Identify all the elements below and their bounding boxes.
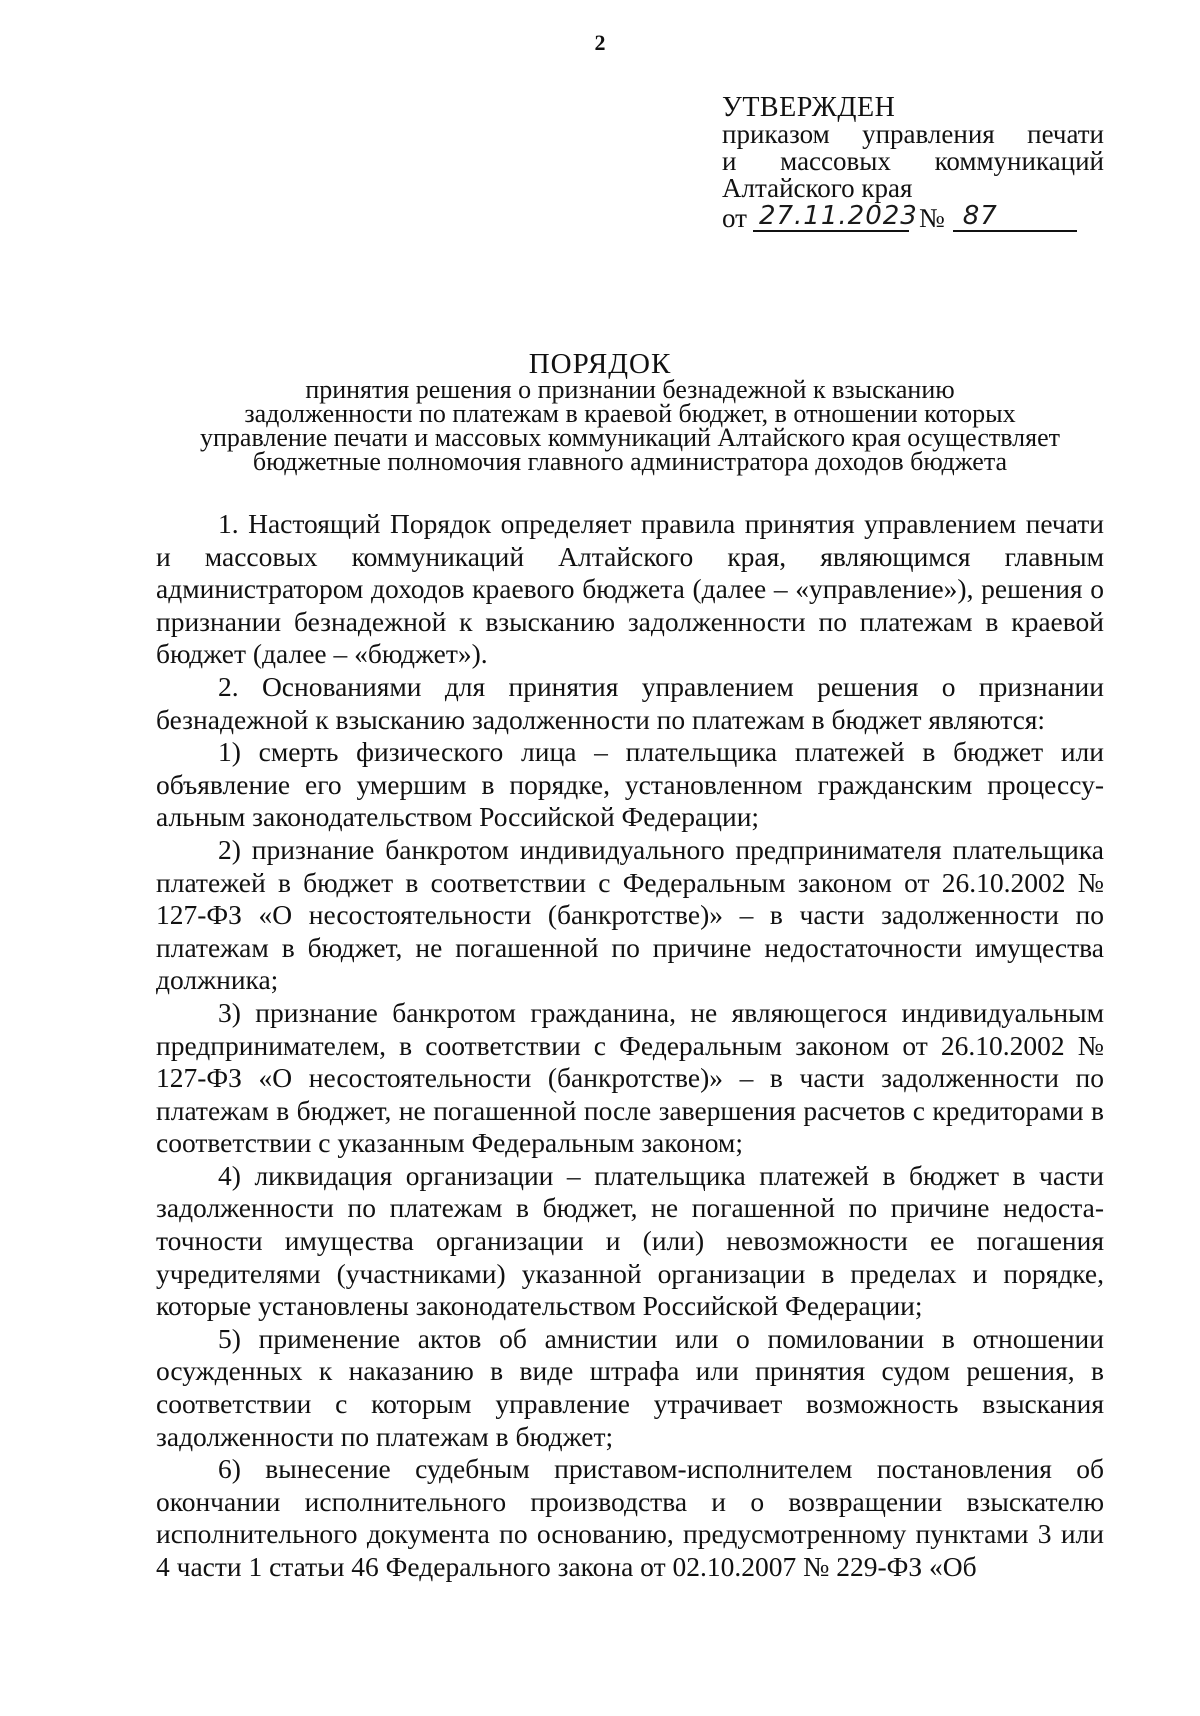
approval-title: УТВЕРЖДЕН	[722, 92, 896, 123]
subitem-4: 4) ликвидация организации – плательщика платежей в бюджет в части задолженности по платежам в бюджет, не погашенной по причине недостаточности имущества организации и (или) невозможности ее погашения учредителями (участниками) указанной организации в пределах и порядке, которые установлены законодательством Российской Федерации;	[156, 1159, 1104, 1322]
date-blank	[753, 201, 918, 232]
approval-line-3: Алтайского края	[722, 173, 913, 203]
number-blank	[953, 202, 1077, 232]
approval-date-row	[722, 202, 1104, 232]
approval-line-1: приказом управления печати	[722, 119, 1104, 149]
handwritten-date: 27.11.2023	[758, 201, 918, 231]
subitem-6: 6) вынесение судебным приставом-исполнителем постановления об окончании исполнительного производства и о возвращении взыскателю исполнительного документа по основанию, предусмотренному пунктами 3 или 4 части 1 статьи 46 Федерального закона от 02.10.2007 № 229-ФЗ «Об	[156, 1453, 1104, 1582]
handwritten-number: 87	[962, 201, 998, 231]
page-number: 2	[594, 30, 606, 55]
date-prefix: от	[722, 203, 747, 233]
subtitle-line: задолженности по платежам в краевой бюджет, в отношении которых	[244, 399, 1016, 428]
subtitle-line: управление печати и массовых коммуникаций Алтайского края осуществляет	[199, 423, 1061, 452]
number-prefix: №	[918, 203, 945, 233]
subitem-3: 3) признание банкротом гражданина, не являющегося индивидуальным предпринимателем, в соответствии с Федеральным законом от 26.10.2002 № 127-ФЗ «О несостоятельности (банкротстве)» – в части задолженности по платежам в бюджет, не погашенной после завершения расчетов с кредиторами в соответствии с указанным Федеральным законом;	[156, 996, 1104, 1159]
document-title: ПОРЯДОК	[528, 348, 672, 380]
approval-stamp-block	[722, 94, 1104, 232]
subitem-5: 5) применение актов об амнистии или о помиловании в отношении осужденных к наказанию в виде штрафа или принятия судом решения, в соответствии с которым управление утрачивает возможность взыскания задолженности по платежам в бюджет;	[156, 1322, 1104, 1452]
document-subtitle	[150, 375, 1110, 476]
approval-line-2: и массовых коммуникаций	[722, 146, 1104, 176]
subitem-2: 2) признание банкротом индивидуального предпринимателя плательщика платежей в бюджет в соответствии с Федеральным законом от 26.10.2002 № 127-ФЗ «О несостоятельности (банкротстве)» – в части задолженности по платежам в бюджет, не погашенной по причине недостаточности имущества должника;	[156, 833, 1104, 996]
paragraph-2: 2. Основаниями для принятия управлением решения о признании безнадежной к взысканию задолженности по платежам в бюджет являются:	[156, 670, 1104, 735]
subtitle-line: принятия решения о признании безнадежной к взысканию	[305, 375, 955, 404]
subitem-1: 1) смерть физического лица – плательщика платежей в бюджет или объявление его умершим в порядке, установленном гражданским процессуальным законодательством Российской Федерации;	[156, 736, 1104, 833]
document-body	[156, 508, 1104, 1584]
subtitle-line: бюджетные полномочия главного администратора доходов бюджета	[252, 447, 1008, 476]
paragraph-1: 1. Настоящий Порядок определяет правила принятия управлением печати и массовых коммуникаций Алтайского края, являющимся главным администратором доходов краевого бюджета (далее – «управление»), решения о признании безнадежной к взысканию задолженности по платежам в краевой бюджет (далее – «бюджет»).	[156, 508, 1104, 670]
